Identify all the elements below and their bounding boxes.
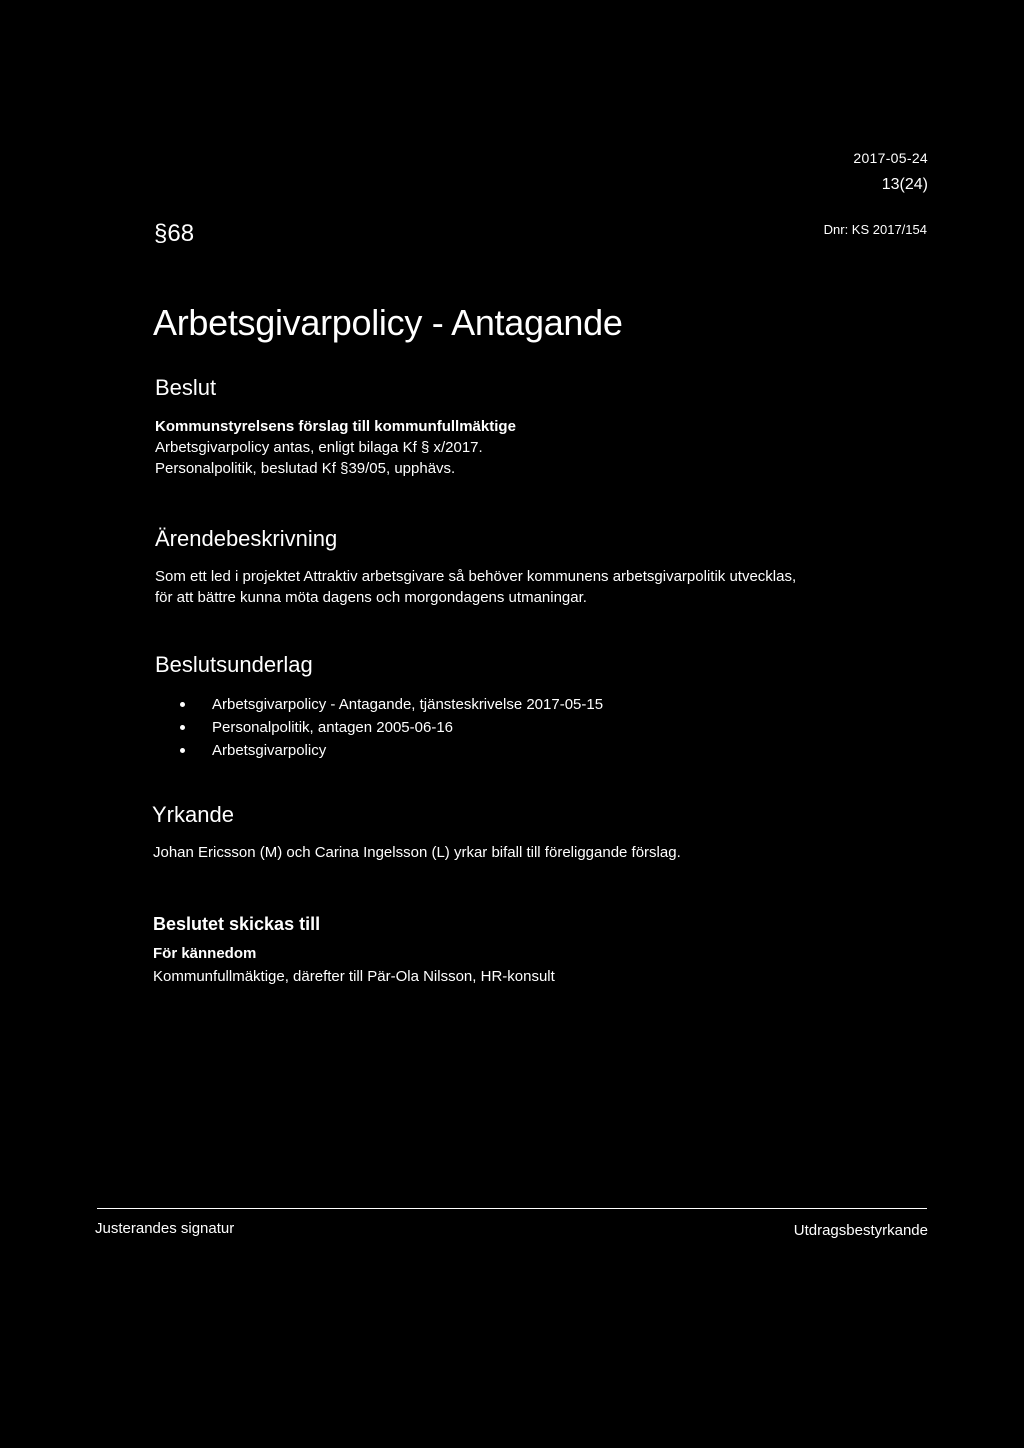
- section-body-skickas: Kommunfullmäktige, därefter till Pär-Ola Nilsson, HR-konsult: [153, 968, 555, 985]
- decision-line: Arbetsgivarpolicy antas, enligt bilaga Kf § x/2017.: [155, 439, 483, 456]
- page-number: 13(24): [881, 176, 928, 193]
- list-item: Arbetsgivarpolicy: [180, 739, 603, 762]
- description-line: för att bättre kunna möta dagens och morgondagens utmaningar.: [155, 589, 587, 606]
- section-body-arendebeskrivning: [155, 566, 796, 608]
- list-item: Personalpolitik, antagen 2005-06-16: [180, 716, 603, 739]
- section-body-yrkande: Johan Ericsson (M) och Carina Ingelsson (L) yrkar bifall till föreliggande förslag.: [153, 844, 681, 861]
- basis-list: [180, 693, 603, 762]
- section-heading-skickas: Beslutet skickas till: [153, 914, 321, 934]
- section-heading-arendebeskrivning: Ärendebeskrivning: [155, 526, 338, 551]
- diary-number: Dnr: KS 2017/154: [823, 222, 927, 237]
- section-heading-beslut: Beslut: [155, 375, 217, 400]
- list-item: Arbetsgivarpolicy - Antagande, tjänsteskrivelse 2017-05-15: [180, 693, 603, 716]
- signature-label-utdragsbestyrkande: Utdragsbestyrkande: [793, 1222, 928, 1239]
- description-line: Som ett led i projektet Attraktiv arbetsgivare så behöver kommunens arbetsgivarpolitik utvecklas,: [155, 568, 797, 585]
- decision-line: Personalpolitik, beslutad Kf §39/05, upphävs.: [155, 460, 456, 477]
- signature-label-justerandes: Justerandes signatur: [95, 1220, 235, 1237]
- section-body-beslut: [155, 416, 516, 479]
- section-subheading-kannedom: För kännedom: [153, 945, 257, 962]
- section-heading-yrkande: Yrkande: [152, 802, 234, 827]
- paragraph-number: §68: [154, 220, 195, 247]
- proposal-heading: Kommunstyrelsens förslag till kommunfullmäktige: [155, 418, 516, 435]
- document-date: 2017-05-24: [853, 150, 928, 166]
- section-heading-beslutsunderlag: Beslutsunderlag: [155, 652, 313, 677]
- signature-divider: [97, 1208, 927, 1209]
- page-title: Arbetsgivarpolicy - Antagande: [153, 302, 623, 343]
